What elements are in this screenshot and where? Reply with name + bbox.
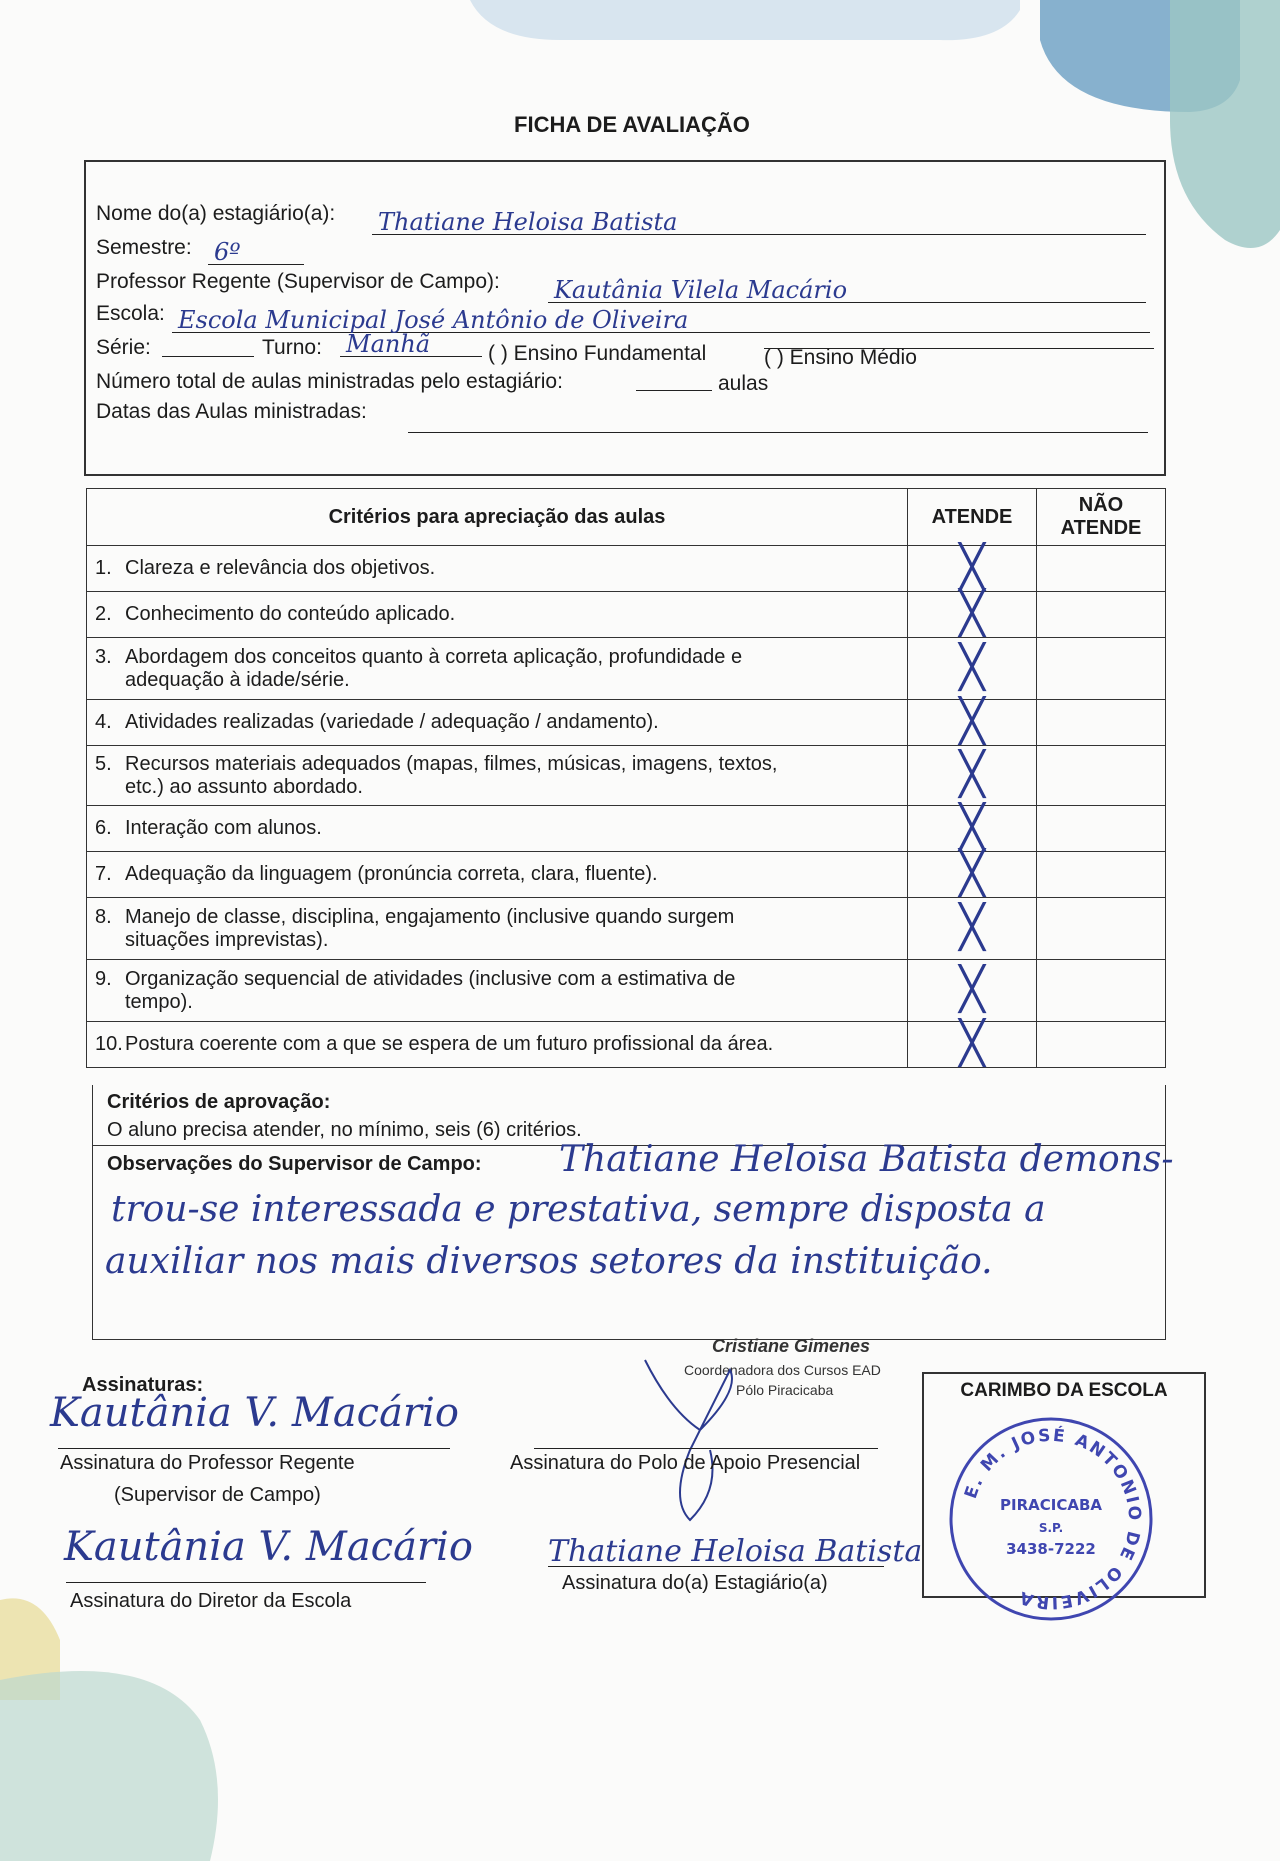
total-aulas-suffix: aulas	[718, 372, 769, 395]
criteria-text-cell	[87, 898, 908, 960]
criteria-number: 7.	[95, 863, 112, 885]
datas-field[interactable]	[408, 410, 1148, 433]
atende-cell[interactable]	[908, 802, 1037, 852]
turno-field[interactable]	[340, 332, 482, 357]
criteria-text-cell	[87, 746, 908, 806]
criteria-header: Critérios para apreciação das aulas	[87, 489, 908, 546]
svg-text:E. M. JOSÉ ANTONIO DE OLIVEIRA	[961, 1424, 1144, 1612]
criteria-number: 4.	[95, 711, 112, 733]
x-mark-icon: ╳	[959, 1018, 985, 1067]
escola-field[interactable]	[172, 306, 1150, 333]
criteria-table	[86, 488, 1166, 1068]
criteria-text-continued: etc.) ao assunto abordado.	[125, 775, 363, 798]
seal-inner-ring	[989, 1457, 1113, 1581]
criteria-number: 3.	[95, 645, 112, 668]
school-stamp-box	[922, 1372, 1206, 1613]
total-aulas-field[interactable]	[636, 368, 712, 391]
seal-outer-ring	[951, 1419, 1151, 1619]
criteria-row	[87, 746, 1166, 806]
criteria-number: 10.	[95, 1033, 123, 1055]
estagiario-signature: Thatiane Heloisa Batista	[548, 1534, 923, 1569]
escola-label: Escola:	[96, 302, 165, 325]
nao-atende-cell[interactable]	[1037, 852, 1166, 898]
criteria-row	[87, 960, 1166, 1022]
polo-signature-scribble	[630, 1350, 770, 1530]
serie-label: Série:	[96, 336, 151, 359]
nao-atende-cell[interactable]	[1037, 746, 1166, 806]
criteria-text: Clareza e relevância dos objetivos.	[125, 557, 436, 579]
x-mark-icon: ╳	[959, 848, 985, 897]
criteria-text-cell	[87, 546, 908, 592]
criteria-number: 6.	[95, 817, 112, 839]
x-mark-icon: ╳	[959, 902, 985, 951]
diretor-signature: Kautânia V. Macário	[64, 1524, 473, 1570]
criteria-text-cell	[87, 592, 908, 638]
criteria-text: Adequação da linguagem (pronúncia correta, clara, fluente).	[125, 863, 658, 885]
nao-atende-cell[interactable]	[1037, 546, 1166, 592]
ensino-fundamental-checkbox[interactable]: ( ) Ensino Fundamental	[488, 342, 707, 365]
criteria-row	[87, 1022, 1166, 1068]
signatures-heading: Assinaturas:	[82, 1374, 204, 1396]
polo-stamp-name: Cristiane Gimenes	[712, 1336, 871, 1356]
semestre-value: 6º	[214, 238, 241, 266]
polo-stamp-role: Coordenadora dos Cursos EAD	[684, 1362, 881, 1378]
nao-atende-cell[interactable]	[1037, 1022, 1166, 1068]
criteria-row	[87, 852, 1166, 898]
nao-atende-header	[1037, 489, 1166, 546]
atende-cell[interactable]	[908, 588, 1037, 638]
professor-sig-label-1: Assinatura do Professor Regente	[60, 1452, 355, 1474]
criteria-text: Postura coerente com a que se espera de um futuro profissional da área.	[125, 1033, 774, 1055]
criteria-text: Abordagem dos conceitos quanto à correta aplicação, profundidade e	[125, 645, 743, 668]
diretor-sig-label: Assinatura do Diretor da Escola	[70, 1590, 352, 1612]
semestre-label: Semestre:	[96, 236, 192, 259]
atende-cell[interactable]	[908, 638, 1037, 700]
professor-field[interactable]	[548, 276, 1146, 303]
atende-header: ATENDE	[908, 489, 1037, 546]
approval-text: O aluno precisa atender, no mínimo, seis (6) critérios.	[107, 1119, 582, 1141]
criteria-text-cell	[87, 806, 908, 852]
nome-value: Thatiane Heloisa Batista	[378, 208, 678, 236]
atende-cell[interactable]	[908, 960, 1037, 1022]
criteria-text-continued: situações imprevistas).	[125, 928, 329, 951]
nao-atende-header-2: ATENDE	[1060, 517, 1142, 539]
criteria-text-continued: adequação à idade/série.	[125, 668, 350, 691]
x-mark-icon: ╳	[959, 696, 985, 745]
nome-label: Nome do(a) estagiário(a):	[96, 202, 336, 225]
stamp-title: CARIMBO DA ESCOLA	[960, 1380, 1168, 1401]
x-mark-icon: ╳	[959, 964, 985, 1013]
criteria-text: Conhecimento do conteúdo aplicado.	[125, 603, 456, 625]
criteria-text-cell	[87, 700, 908, 746]
approval-box	[92, 1085, 1174, 1340]
criteria-row	[87, 898, 1166, 960]
nome-field[interactable]	[372, 208, 1146, 235]
top-blue-blob	[470, 0, 1020, 40]
nao-atende-cell[interactable]	[1037, 898, 1166, 960]
criteria-row	[87, 592, 1166, 638]
datas-label: Datas das Aulas ministradas:	[96, 400, 367, 423]
total-aulas-row	[96, 370, 563, 394]
polo-stamp-place: Pólo Piracicaba	[736, 1382, 834, 1398]
criteria-text: Manejo de classe, disciplina, engajamento (inclusive quando surgem	[125, 905, 735, 928]
criteria-row	[87, 700, 1166, 746]
professor-label: Professor Regente (Supervisor de Campo):	[96, 270, 500, 293]
criteria-text-cell	[87, 852, 908, 898]
professor-signature: Kautânia V. Macário	[50, 1390, 459, 1436]
criteria-text: Recursos materiais adequados (mapas, filmes, músicas, imagens, textos,	[125, 752, 778, 775]
criteria-text: Atividades realizadas (variedade / adequação / andamento).	[125, 711, 659, 733]
criteria-number: 1.	[95, 557, 112, 579]
x-mark-icon: ╳	[959, 542, 985, 591]
criteria-row	[87, 546, 1166, 592]
approval-title: Critérios de aprovação:	[107, 1091, 331, 1113]
obs-label: Observações do Supervisor de Campo:	[107, 1153, 482, 1175]
ensino-medio-checkbox[interactable]: ( ) Ensino Médio	[764, 346, 917, 369]
criteria-number: 2.	[95, 603, 112, 625]
estagiario-sig-label: Assinatura do(a) Estagiário(a)	[562, 1572, 828, 1594]
datas-row	[96, 400, 367, 424]
serie-field[interactable]	[162, 332, 254, 357]
seal-phone: 3438-7222	[1006, 1540, 1096, 1558]
criteria-text-cell	[87, 960, 908, 1022]
criteria-row	[87, 638, 1166, 700]
seal-state: S.P.	[1038, 1521, 1064, 1535]
obs-line-2: trou-se interessada e prestativa, sempre disposta a	[111, 1189, 1046, 1230]
atende-cell[interactable]	[908, 542, 1037, 592]
atende-cell[interactable]	[908, 746, 1037, 806]
nao-atende-cell[interactable]	[1037, 960, 1166, 1022]
x-mark-icon: ╳	[959, 642, 985, 691]
serie-row	[96, 336, 151, 360]
obs-line-3: auxiliar nos mais diversos setores da instituição.	[105, 1241, 993, 1282]
bottom-left-yellow-blob	[0, 1598, 60, 1700]
seal-ring-text: E. M. JOSÉ ANTONIO DE OLIVEIRA	[961, 1425, 1145, 1613]
criteria-row	[87, 806, 1166, 852]
criteria-header-row	[87, 489, 1166, 546]
turno-label: Turno:	[262, 336, 322, 359]
criteria-number: 5.	[95, 752, 112, 775]
polo-signature-line	[534, 1448, 878, 1449]
semestre-row	[96, 236, 192, 260]
nao-atende-cell[interactable]	[1037, 806, 1166, 852]
atende-cell[interactable]	[908, 696, 1037, 746]
professor-row	[96, 270, 500, 294]
serie-row-line	[764, 348, 1154, 349]
nao-atende-cell[interactable]	[1037, 638, 1166, 700]
criteria-text-cell	[87, 1022, 908, 1068]
atende-cell[interactable]	[908, 848, 1037, 898]
x-mark-icon: ╳	[959, 802, 985, 851]
total-aulas-label: Número total de aulas ministradas pelo estagiário:	[96, 370, 563, 393]
x-mark-icon: ╳	[959, 749, 985, 798]
estagiario-signature-line	[548, 1566, 884, 1567]
escola-row	[96, 302, 165, 326]
polo-sig-label: Assinatura do Polo de Apoio Presencial	[510, 1452, 861, 1474]
professor-sig-label-2: (Supervisor de Campo)	[114, 1484, 321, 1506]
professor-signature-line	[58, 1448, 450, 1449]
criteria-number: 8.	[95, 905, 112, 928]
nao-atende-cell[interactable]	[1037, 592, 1166, 638]
semestre-field[interactable]	[208, 238, 304, 265]
criteria-body	[87, 542, 1166, 1068]
turno-value: Manhã	[346, 330, 431, 358]
criteria-number: 9.	[95, 967, 112, 990]
nao-atende-cell[interactable]	[1037, 700, 1166, 746]
seal-city: PIRACICABA	[1000, 1496, 1102, 1514]
bottom-left-teal-blob	[0, 1671, 218, 1861]
criteria-text: Organização sequencial de atividades (inclusive com a estimativa de	[125, 967, 736, 990]
school-seal	[946, 1414, 1156, 1624]
criteria-text-cell	[87, 638, 908, 700]
obs-line-1: Thatiane Heloisa Batista demons-	[559, 1139, 1174, 1180]
criteria-text-continued: tempo).	[125, 990, 193, 1013]
criteria-text: Interação com alunos.	[125, 817, 322, 839]
x-mark-icon: ╳	[959, 588, 985, 637]
atende-cell[interactable]	[908, 1018, 1037, 1068]
page-title: FICHA DE AVALIAÇÃO	[514, 112, 750, 137]
top-right-blue-blob	[1040, 0, 1240, 112]
escola-value: Escola Municipal José Antônio de Oliveira	[178, 306, 689, 334]
nao-atende-header-1: NÃO	[1078, 494, 1124, 516]
nome-row	[96, 202, 335, 226]
professor-value: Kautânia Vilela Macário	[554, 276, 848, 304]
diretor-signature-line	[66, 1582, 426, 1583]
atende-cell[interactable]	[908, 898, 1037, 960]
